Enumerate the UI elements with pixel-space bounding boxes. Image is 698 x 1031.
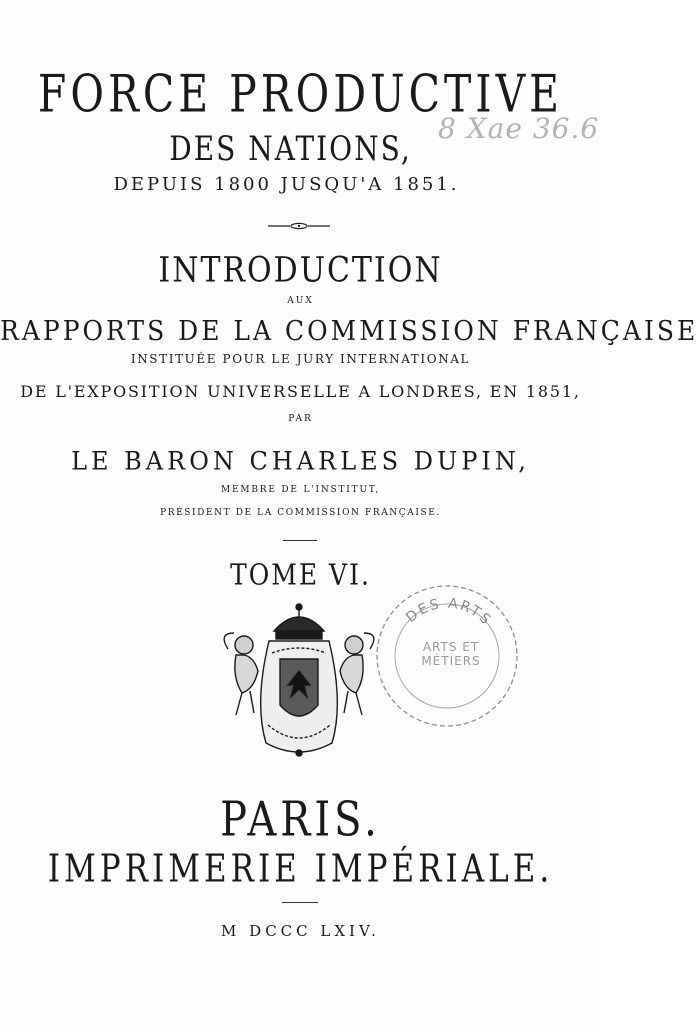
subtitle: DES NATIONS,	[169, 128, 412, 169]
svg-text:DES ARTS	[403, 596, 495, 630]
instituee-line: INSTITUÉE POUR LE JURY INTERNATIONAL	[130, 352, 471, 366]
exposition-line: DE L'EXPOSITION UNIVERSELLE A LONDRES, EN 1851,	[20, 382, 581, 401]
publisher: IMPRIMERIE IMPÉRIALE.	[47, 846, 554, 892]
publication-year: M DCCC LXIV.	[221, 922, 380, 940]
author-name: LE BARON CHARLES DUPIN,	[71, 446, 530, 476]
stamp-arc-text: DES ARTS	[403, 595, 495, 630]
imperial-crest-emblem	[214, 593, 384, 763]
stamp-center-text: ARTS ET MÉTIERS	[421, 640, 481, 668]
introduction-heading: INTRODUCTION	[158, 250, 443, 291]
rapports-line: RAPPORTS DE LA COMMISSION FRANÇAISE	[0, 314, 698, 347]
aux-word: AUX	[287, 296, 314, 306]
ornament-divider	[268, 222, 330, 230]
volume-number: TOME VI.	[230, 557, 371, 592]
place-of-publication: PARIS.	[220, 792, 381, 848]
author-title-president: PRÉSIDENT DE LA COMMISSION FRANÇAISE.	[160, 508, 441, 518]
author-title-membre: MEMBRE DE L'INSTITUT,	[220, 485, 380, 495]
main-title: FORCE PRODUCTIVE	[37, 64, 564, 124]
short-rule-2	[282, 902, 318, 903]
short-rule-1	[283, 540, 317, 541]
pencil-shelfmark: 8 Xae 36.6	[438, 112, 600, 145]
par-word: PAR	[288, 414, 313, 424]
date-range: DEPUIS 1800 JUSQU'A 1851.	[113, 174, 460, 195]
